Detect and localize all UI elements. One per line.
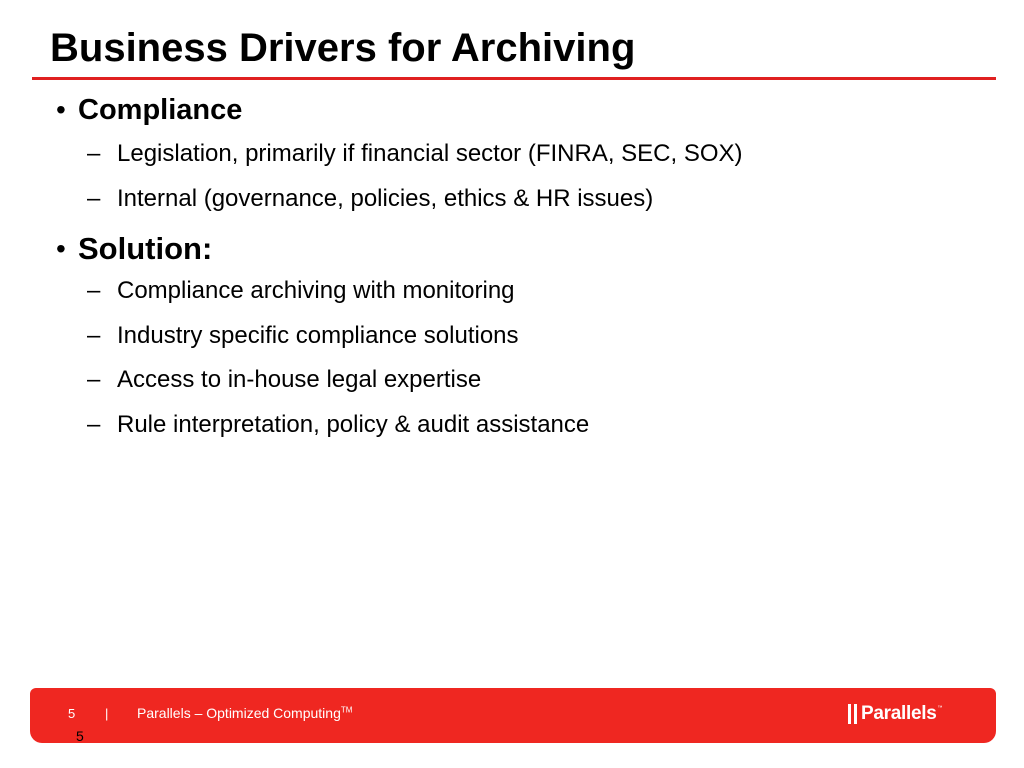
list-item: – Legislation, primarily if financial sector (FINRA, SEC, SOX) [56,132,996,177]
parallels-logo [848,701,942,727]
trademark-mark: TM [340,705,353,715]
bullet-solution: • Solution: [56,229,996,269]
footer-separator: | [105,706,109,721]
logo-wordmark: Parallels [861,703,937,724]
list-item: – Rule interpretation, policy & audit assistance [56,403,996,448]
compliance-list [56,132,996,221]
footer-tagline [137,704,352,722]
logo-bars-icon [848,704,857,724]
bullet-compliance: • Compliance [56,90,996,130]
list-item: – Compliance archiving with monitoring [56,269,996,314]
slide-content [56,90,996,447]
slide-title: Business Drivers for Archiving [50,26,636,70]
solution-list [56,269,996,447]
title-divider [32,77,996,80]
list-item: – Access to in-house legal expertise [56,358,996,403]
slide-number: 5 [76,728,84,744]
logo-trademark: ™ [937,705,943,711]
list-item: – Industry specific compliance solutions [56,314,996,359]
footer-tagline-text: Parallels – Optimized Computing [137,705,341,721]
list-item: – Internal (governance, policies, ethics & HR issues) [56,177,996,222]
footer-page-number: 5 [68,706,76,721]
